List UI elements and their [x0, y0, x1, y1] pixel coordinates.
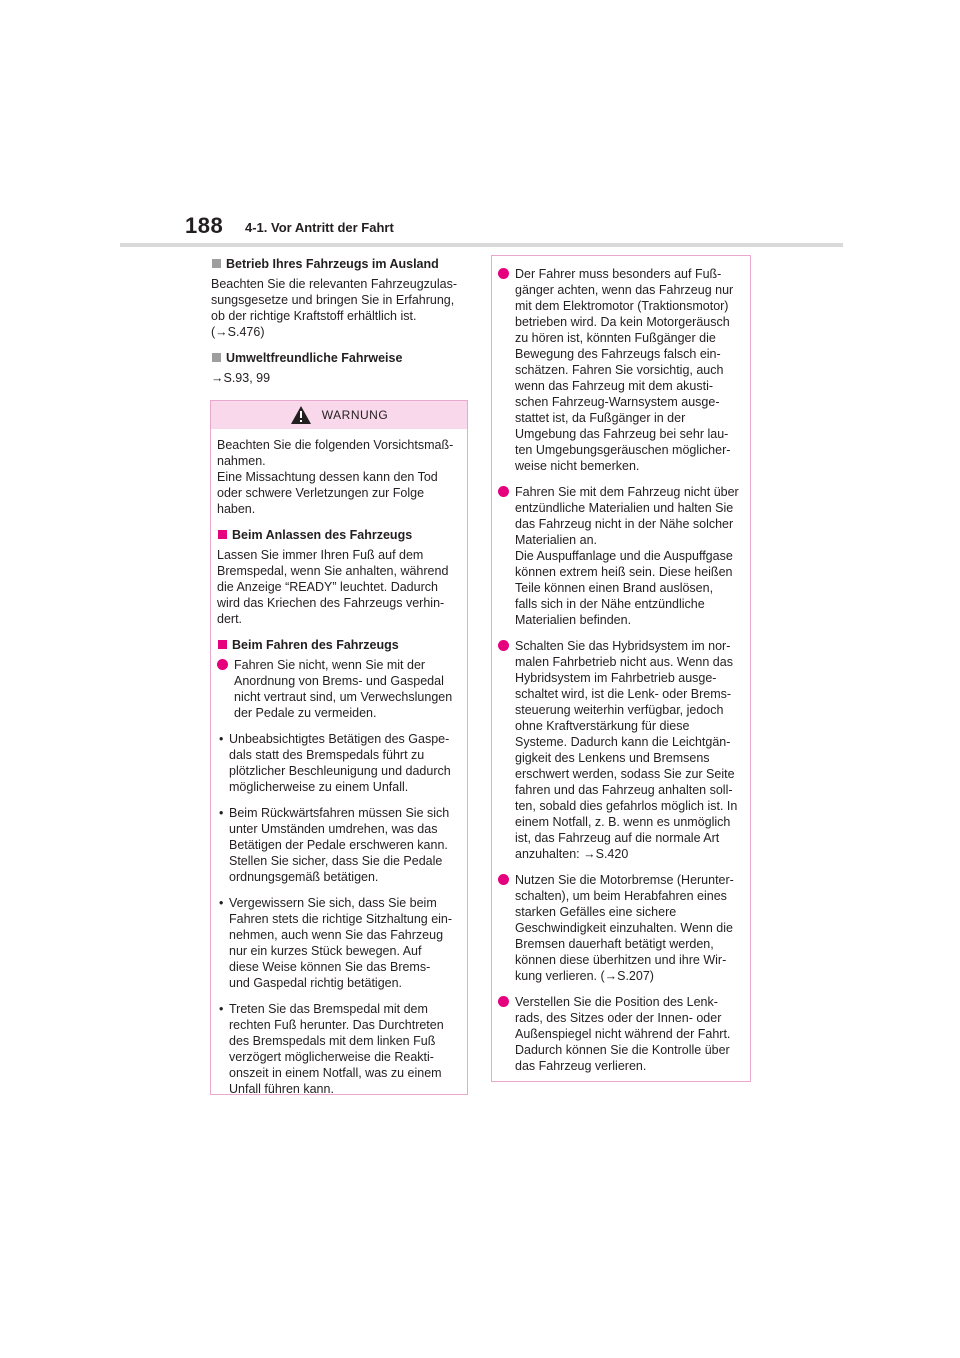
arrow-right-icon: →: [211, 371, 224, 385]
bullet-icon: •: [219, 896, 224, 910]
square-bullet-icon: [212, 259, 221, 268]
square-bullet-icon: [218, 640, 227, 649]
warning-title: WARNUNG: [321, 408, 389, 422]
circle-bullet-icon: [498, 640, 509, 651]
heading-ausland: Betrieb Ihres Fahrzeugs im Ausland: [211, 256, 473, 272]
arrow-right-icon: →: [215, 325, 228, 339]
page-reference[interactable]: →S.420: [583, 847, 629, 861]
section-title: 4-1. Vor Antritt der Fahrt: [245, 220, 394, 235]
list-item: • Vergewissern Sie sich, dass Sie beim Fahren stets die richtige Sitzhaltung ein- nehmen, auch wenn Sie das Fahrzeug nur ein kurzes Stück bewegen. Auf diese Weise können Sie das Brems- und Gaspedal richtig betätigen.: [219, 896, 453, 990]
list-item: Nutzen Sie die Motorbremse (Herunter- schalten), um beim Herabfahren eines starken Gefälles eine sichere Geschwindigkeit einzuhalten. Wenn die Bremsen dauerhaft betätigt werden, können diese überhitzen und ihre Wir- kung verlieren. (→S.207): [498, 872, 744, 984]
warning-header: [211, 401, 467, 429]
list-item: • Treten Sie das Bremspedal mit dem rechten Fuß herunter. Das Durchtreten des Bremspedals mit dem linken Fuß verzögert möglicherweise die Reakti- onszeit in einem Notfall, was zu einem Unfall führen kann.: [219, 1002, 444, 1096]
list-item: Fahren Sie nicht, wenn Sie mit der Anordnung von Brems- und Gaspedal nicht vertraut sind, um Verwechslungen der Pedale zu vermeiden.: [217, 657, 461, 721]
heading-anlassen: Beim Anlassen des Fahrzeugs: [217, 527, 461, 543]
bullet-icon: •: [219, 1002, 224, 1016]
warning-body: [211, 429, 467, 1097]
circle-bullet-icon: [498, 268, 509, 279]
heading-fahren: Beim Fahren des Fahrzeugs: [217, 637, 461, 653]
circle-bullet-icon: [498, 874, 509, 885]
warning-triangle-icon: [290, 405, 312, 425]
list-item: Fahren Sie mit dem Fahrzeug nicht über entzündliche Materialien und halten Sie das Fahrzeug nicht in der Nähe solcher Materialien an. Die Auspuffanlage und die Auspuffgase können extrem heiß sein. Diese heißen Teile können einen Brand auslösen, falls sich in der Nähe entzündliche Materialien befinden.: [498, 484, 744, 628]
list-item: Verstellen Sie die Position des Lenk- rads, des Sitzes oder der Innen- oder Außenspiegel nicht während der Fahrt. Dadurch können Sie die Kontrolle über das Fahrzeug verlieren.: [498, 994, 744, 1074]
page-reference[interactable]: →S.93, 99: [211, 371, 271, 385]
page-reference[interactable]: (→S.476): [211, 325, 265, 339]
arrow-right-icon: →: [583, 847, 596, 861]
page-reference[interactable]: →S.207: [604, 969, 650, 983]
caution-box-continued: [491, 255, 751, 1082]
header-rule: [120, 243, 843, 247]
circle-bullet-icon: [498, 996, 509, 1007]
paragraph-anlassen: Lassen Sie immer Ihren Fuß auf dem Bremspedal, wenn Sie anhalten, während die Anzeige “READY” leuchtet. Dadurch wird das Kriechen des Fahrzeugs verhin- dert.: [217, 548, 449, 626]
arrow-right-icon: →: [604, 969, 618, 983]
square-bullet-icon: [212, 353, 221, 362]
list-item: • Unbeabsichtigtes Betätigen des Gaspe- dals statt des Bremspedals führt zu plötzlicher Beschleunigung und dadurch möglicherweise zu einem Unfall.: [219, 732, 451, 794]
page-number: 188: [185, 213, 224, 238]
list-item: Der Fahrer muss besonders auf Fuß- gänger achten, wenn das Fahrzeug nur mit dem Elektromotor (Traktionsmotor) betrieben wird. Da kein Motorgeräusch zu hören ist, könnten Fußgänger die Bewegung des Fahrzeugs falsch ein- schätzen. Fahren Sie vorsichtig, auch wenn das Fahrzeug mit dem akusti- schen Fahrzeug-Warnsystem ausge- stattet ist, da Fußgänger in der Umgebung das Fahrzeug bei sehr lau- ten Umgebungsgeräuschen möglicher- weise nicht bemerken.: [498, 266, 744, 474]
square-bullet-icon: [218, 530, 227, 539]
list-item: Schalten Sie das Hybridsystem im nor- malen Fahrbetrieb nicht aus. Wenn das Hybridsystem im Fahrbetrieb ausge- schaltet wird, ist die Lenk- oder Brems- steuerung weiterhin verfügbar, jedoch ohne Kraftverstärkung für diese Systeme. Dadurch kann die Leichtgän- gigkeit des Lenkens und Bremsens erschwert werden, sodass Sie zur Seite fahren und das Fahrzeug anhalten soll- ten, sobald dies gefahrlos möglich ist. In einem Notfall, z. B. wenn es unmöglich ist, das Fahrzeug auf die normale Art anzuhalten: →S.420: [498, 638, 744, 862]
warning-intro: Beachten Sie die folgenden Vorsichtsmaß- nahmen. Eine Missachtung dessen kann den Tod oder schwere Verletzungen zur Folge haben.: [217, 438, 454, 516]
circle-bullet-icon: [498, 486, 509, 497]
heading-fahrweise: Umweltfreundliche Fahrweise: [211, 350, 473, 366]
warning-box: [210, 400, 468, 1095]
paragraph-ausland: Beachten Sie die relevanten Fahrzeugzulas- sungsgesetze und bringen Sie in Erfahrung, ob der richtige Kraftstoff erhältlich ist. (→S.476): [211, 277, 457, 339]
bullet-icon: •: [219, 732, 224, 746]
list-item: • Beim Rückwärtsfahren müssen Sie sich unter Umständen umdrehen, was das Betätigen der Pedale erschweren kann. Stellen Sie sicher, dass Sie die Pedale ordnungsgemäß betätigen.: [219, 806, 450, 884]
bullet-icon: •: [219, 806, 224, 820]
circle-bullet-icon: [217, 659, 228, 670]
left-column: [211, 256, 473, 386]
